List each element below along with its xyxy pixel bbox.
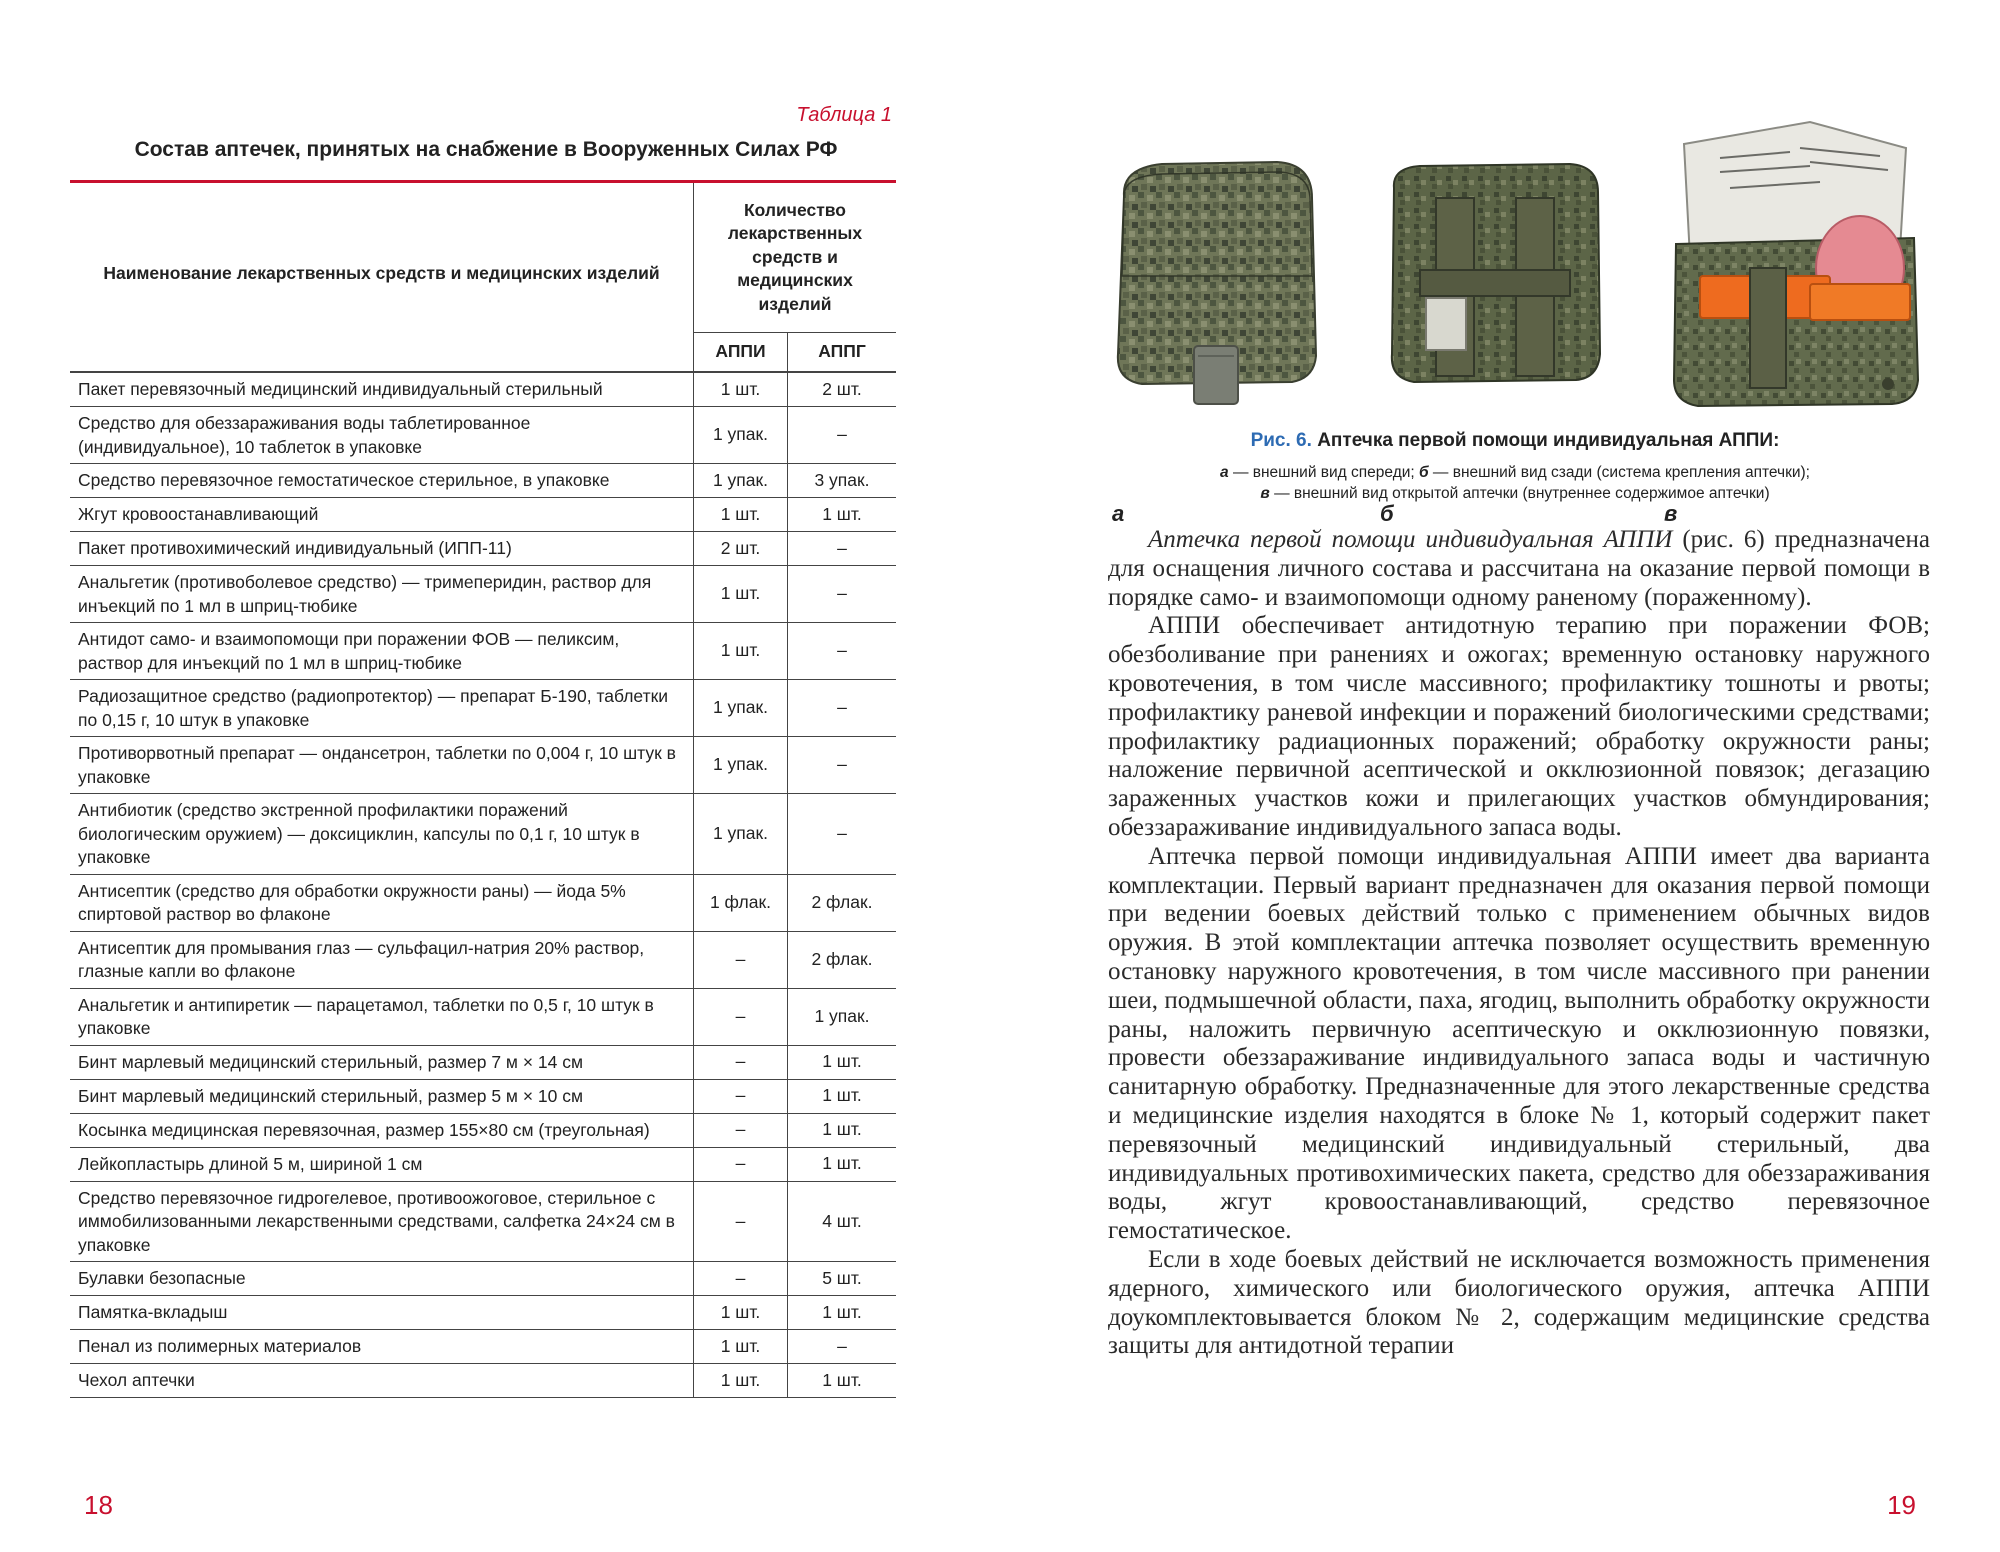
table-cell-appi: 1 шт.	[694, 1364, 788, 1398]
caption-letter-c: в	[1260, 485, 1270, 502]
table-cell-appi: 1 упак.	[694, 407, 788, 464]
table-row-name: Антибиотик (средство экстренной профилактики поражений биологическим оружием) — доксициклин, капсулы по 0,1 г, 10 штук в упаковке	[70, 794, 694, 875]
figure-title: Аптечка первой помощи индивидуальная АППИ:	[1317, 430, 1780, 451]
table-cell-appi: 1 шт.	[694, 1296, 788, 1330]
table-cell-appi: –	[694, 1046, 788, 1080]
table-cell-appi: –	[694, 1114, 788, 1148]
table-row-name: Бинт марлевый медицинский стерильный, размер 7 м × 14 см	[70, 1046, 694, 1080]
table-row-name: Средство перевязочное гидрогелевое, противоожоговое, стерильное с иммобилизованными лекарственными средствами, салфетка 24×24 см в упаковке	[70, 1182, 694, 1263]
table-cell-appg: 4 шт.	[788, 1182, 896, 1263]
table-row-name: Пакет противохимический индивидуальный (ИПП-11)	[70, 532, 694, 566]
table-cell-appg: –	[788, 623, 896, 680]
table-cell-appi: 1 шт.	[694, 566, 788, 623]
table-row-name: Противорвотный препарат — ондансетрон, таблетки по 0,004 г, 10 штук в упаковке	[70, 737, 694, 794]
page-number-right: 19	[1887, 1490, 1916, 1520]
table-row-name: Памятка-вкладыш	[70, 1296, 694, 1330]
table-cell-appg: 1 шт.	[788, 1080, 896, 1114]
table-cell-appg: 1 шт.	[788, 1114, 896, 1148]
caption-letter-a: а	[1220, 464, 1229, 481]
caption-letter-b: б	[1419, 464, 1429, 481]
table-row-name: Антисептик (средство для обработки окружности раны) — йода 5% спиртовой раствор во флаконе	[70, 875, 694, 932]
table-cell-appi: –	[694, 1080, 788, 1114]
table-cell-appg: 1 шт.	[788, 1364, 896, 1398]
table-row-name: Чехол аптечки	[70, 1364, 694, 1398]
first-aid-kit-back-photo	[1380, 158, 1610, 408]
table-row-name: Бинт марлевый медицинский стерильный, размер 5 м × 10 см	[70, 1080, 694, 1114]
table-cell-appg: 2 флак.	[788, 875, 896, 932]
caption-text-c: — внешний вид открытой аптечки (внутреннее содержимое аптечки)	[1269, 485, 1770, 502]
table-cell-appi: 1 упак.	[694, 680, 788, 737]
table-row-name: Средство перевязочное гемостатическое стерильное, в упаковке	[70, 464, 694, 498]
table-cell-appg: 2 флак.	[788, 932, 896, 989]
table-cell-appg: –	[788, 532, 896, 566]
table-cell-appg: –	[788, 566, 896, 623]
table-cell-appi: 1 флак.	[694, 875, 788, 932]
header-quantity: Количество лекарственных средств и медицинских изделий	[694, 183, 896, 333]
body-text	[1108, 526, 1930, 1361]
paragraph-1	[1108, 526, 1930, 612]
paragraph-1-italic: Аптечка первой помощи индивидуальная АППИ	[1148, 526, 1673, 553]
table-row-name: Антисептик для промывания глаз — сульфацил-натрия 20% раствор, глазные капли во флаконе	[70, 932, 694, 989]
photo-letter-a: а	[1112, 501, 1125, 526]
kit-composition-table	[70, 183, 896, 1398]
photo-letter-b: б	[1380, 501, 1394, 526]
table-cell-appg: –	[788, 794, 896, 875]
header-appi: АППИ	[694, 333, 788, 373]
table-row-name: Анальгетик и антипиретик — парацетамол, таблетки по 0,5 г, 10 штук в упаковке	[70, 989, 694, 1046]
figure-label: Рис. 6.	[1250, 430, 1312, 451]
table-cell-appi: 1 шт.	[694, 498, 788, 532]
paragraph-4: Если в ходе боевых действий не исключается возможность применения ядерного, химического или биологического оружия, аптечка АППИ доукомплектовывается блоком № 2, содержащим медицинские средства защиты для антидотной терапии	[1108, 1245, 1930, 1360]
figure-caption-details	[1100, 462, 1930, 504]
table-row-name: Лейкопластырь длиной 5 м, шириной 1 см	[70, 1148, 694, 1182]
table-cell-appi: 1 упак.	[694, 794, 788, 875]
table-cell-appg: 1 шт.	[788, 498, 896, 532]
table-cell-appi: 1 упак.	[694, 737, 788, 794]
table-title: Состав аптечек, принятых на снабжение в Вооруженных Силах РФ	[134, 138, 838, 161]
header-appg: АППГ	[788, 333, 896, 373]
table-cell-appg: 5 шт.	[788, 1262, 896, 1296]
right-page	[1000, 0, 2000, 1552]
paragraph-3: Аптечка первой помощи индивидуальная АППИ имеет два варианта комплектации. Первый вариант предназначен для оказания первой помощи при ведении боевых действий только с применением обычных видов оружия. В этой комплектации аптечка позволяет осуществить временную остановку наружного кровотечения, в том числе массивного при ранении шеи, подмышечной области, паха, ягодиц, выполнить обработку окружности раны, наложить первичную асептическую и окклюзионную повязки, провести обеззараживание индивидуального запаса воды и частичную санитарную обработку. Предназначенные для этого лекарственные средства и медицинские изделия находятся в блоке № 1, который содержит пакет перевязочный медицинский индивидуальный стерильный, два индивидуальных противохимических пакета, средство для обеззараживания воды, жгут кровоостанавливающий, средство перевязочное гемостатическое.	[1108, 842, 1930, 1245]
table-label: Таблица 1	[796, 104, 892, 126]
table-cell-appi: –	[694, 1182, 788, 1263]
table-cell-appg: 1 шт.	[788, 1296, 896, 1330]
first-aid-kit-open-photo	[1660, 118, 1930, 408]
table-row-name: Косынка медицинская перевязочная, размер 155×80 см (треугольная)	[70, 1114, 694, 1148]
table-row-name: Пенал из полимерных материалов	[70, 1330, 694, 1364]
table-row-name: Средство для обеззараживания воды таблетированное (индивидуальное), 10 таблеток в упаковке	[70, 407, 694, 464]
table-cell-appg: 1 упак.	[788, 989, 896, 1046]
table-cell-appi: 1 шт.	[694, 1330, 788, 1364]
figure-caption-title	[1100, 430, 1930, 452]
table-cell-appi: 1 упак.	[694, 464, 788, 498]
table-row-name: Жгут кровоостанавливающий	[70, 498, 694, 532]
table-cell-appg: 3 упак.	[788, 464, 896, 498]
table-cell-appg: 1 шт.	[788, 1046, 896, 1080]
paragraph-1-rest: (рис. 6) предназначена для оснащения личного состава и рассчитана на оказание первой помощи в порядке само- и взаимопомощи одному раненому (пораженному).	[1108, 526, 1931, 611]
table-cell-appi: –	[694, 1262, 788, 1296]
caption-text-b: — внешний вид сзади (система крепления аптечки);	[1428, 464, 1810, 481]
table-cell-appi: 2 шт.	[694, 532, 788, 566]
table-cell-appg: 2 шт.	[788, 373, 896, 407]
table-cell-appg: –	[788, 1330, 896, 1364]
table-cell-appg: –	[788, 737, 896, 794]
first-aid-kit-front-photo	[1102, 156, 1330, 406]
table-cell-appg: –	[788, 407, 896, 464]
table-cell-appi: –	[694, 1148, 788, 1182]
table-row-name: Радиозащитное средство (радиопротектор) — препарат Б-190, таблетки по 0,15 г, 10 штук в упаковке	[70, 680, 694, 737]
table-cell-appi: –	[694, 989, 788, 1046]
photo-letter-c: в	[1664, 501, 1678, 526]
caption-text-a: — внешний вид спереди;	[1228, 464, 1420, 481]
table-row-name: Булавки безопасные	[70, 1262, 694, 1296]
table-cell-appi: 1 шт.	[694, 373, 788, 407]
table-cell-appg: 1 шт.	[788, 1148, 896, 1182]
table-row-name: Пакет перевязочный медицинский индивидуальный стерильный	[70, 373, 694, 407]
header-name: Наименование лекарственных средств и медицинских изделий	[70, 183, 694, 373]
table-row-name: Антидот само- и взаимопомощи при поражении ФОВ — пеликсим, раствор для инъекций по 1 мл в шприц-тюбике	[70, 623, 694, 680]
table-cell-appi: 1 шт.	[694, 623, 788, 680]
table-cell-appi: –	[694, 932, 788, 989]
page-number-left: 18	[84, 1490, 113, 1520]
paragraph-2: АППИ обеспечивает антидотную терапию при поражении ФОВ; обезболивание при ранениях и ожогах; временную остановку наружного кровотечения, в том числе массивного; профилактику тошноты и рвоты; профилактику раневой инфекции и поражений биологическими средствами; профилактику радиационных поражений; обработку окружности раны; наложение первичной асептической и окклюзионной повязок; дегазацию зараженных участков кожи и прилегающих участков обмундирования; обеззараживание индивидуального запаса воды.	[1108, 612, 1930, 841]
table-cell-appg: –	[788, 680, 896, 737]
table-row-name: Анальгетик (противоболевое средство) — тримеперидин, раствор для инъекций по 1 мл в шприц-тюбике	[70, 566, 694, 623]
